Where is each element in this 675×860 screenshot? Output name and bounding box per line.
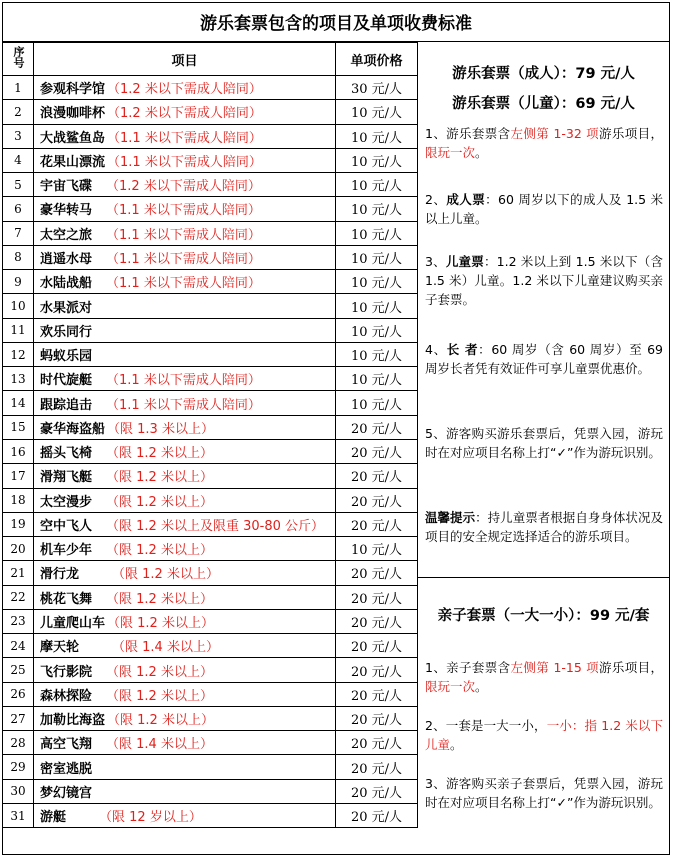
item-price: 20 元/人 [336,706,418,730]
table-row [3,197,418,221]
warm-tip [425,508,663,546]
family-note-1-limit: 限玩一次 [425,679,476,694]
item-price: 20 元/人 [336,488,418,512]
item-price: 20 元/人 [336,682,418,706]
item-price: 10 元/人 [336,270,418,294]
item-restriction: （1.1 米以下需成人陪同） [106,373,261,389]
table-row [3,803,418,827]
item-name: 儿童爬山车 [40,615,106,631]
item-restriction: （限 1.2 米以上） [106,494,213,510]
family-note-1-end: 。 [475,679,488,694]
item-name: 滑行龙 [40,567,80,583]
table-row [3,537,418,561]
table-row [3,100,418,124]
item-cell [34,100,336,124]
item-name: 机车少年 [40,543,93,559]
table-row [3,682,418,706]
item-price: 20 元/人 [336,415,418,439]
item-cell [34,537,336,561]
family-note-2-end: 。 [450,737,463,752]
item-restriction: （限 1.2 米以上） [107,713,214,729]
table-row [3,731,418,755]
note-4-label: 长 者 [446,342,479,357]
family-note-2-highlight: 一小：指 1.2 米以下儿童 [425,718,663,752]
column-header-price: 单项价格 [336,43,418,76]
family-note-1-text-2: 游乐项目， [599,660,663,675]
item-name: 太空之旅 [40,227,93,243]
item-name: 参观科学馆 [40,82,106,98]
table-header-row [3,43,418,76]
item-cell [34,148,336,172]
item-name: 空中飞人 [40,518,93,534]
items-table [2,42,418,828]
table-row [3,294,418,318]
item-name: 花果山漂流 [40,154,106,170]
item-price: 20 元/人 [336,609,418,633]
note-4-text: ：60 周岁（含 60 周岁）至 69 周岁长者凭有效证件可享儿童票优惠价。 [425,342,663,376]
row-number: 3 [3,124,34,148]
row-number: 14 [3,391,34,415]
row-number: 26 [3,682,34,706]
item-name: 时代旋艇 [40,373,93,389]
row-number: 11 [3,318,34,342]
item-cell [34,634,336,658]
table-row [3,706,418,730]
table-row [3,270,418,294]
row-number: 1 [3,76,34,100]
family-note-2 [425,716,663,754]
row-number: 5 [3,173,34,197]
warm-tip-text: ：持儿童票者根据自身身体状况及项目的安全规定选择适合的游乐项目。 [425,510,663,544]
note-5: 5、游客购买游乐套票后，凭票入园，游玩时在对应项目名称上打“✓”作为游玩识别。 [425,426,663,460]
table-row [3,245,418,269]
note-1-range: 左侧第 1-32 项 [510,126,600,141]
item-price: 10 元/人 [336,197,418,221]
table-row [3,609,418,633]
row-number: 18 [3,488,34,512]
note-2 [425,190,663,228]
item-restriction: （限 1.2 米以上） [106,543,213,559]
column-header-name: 项目 [34,43,336,76]
item-name: 豪华转马 [40,203,93,219]
item-name: 梦幻镜宫 [40,785,93,801]
item-restriction: （限 1.4 米以上） [112,640,219,656]
item-restriction: （1.1 米以下需成人陪同） [107,154,262,170]
table-row [3,391,418,415]
note-1-text: 1、游乐套票含 [425,126,511,141]
item-cell [34,658,336,682]
item-name: 逍遥水母 [40,251,93,267]
item-restriction: （限 1.2 米以上） [106,446,213,462]
table-row [3,148,418,172]
item-cell [34,464,336,488]
item-name: 蚂蚁乐园 [40,349,93,365]
item-cell [34,609,336,633]
item-price: 10 元/人 [336,318,418,342]
item-restriction: （1.1 米以下需成人陪同） [106,227,261,243]
item-restriction: （1.1 米以下需成人陪同） [106,251,261,267]
table-row [3,342,418,366]
item-restriction: （限 1.2 米以上） [106,688,213,704]
item-price: 20 元/人 [336,585,418,609]
note-1-limit: 限玩一次 [425,145,476,160]
row-number: 20 [3,537,34,561]
row-number: 15 [3,415,34,439]
item-cell [34,779,336,803]
item-cell [34,76,336,100]
table-row [3,779,418,803]
note-3-num: 3、 [425,254,446,269]
item-restriction: （限 1.2 米以上） [106,470,213,486]
table-row [3,755,418,779]
item-name: 太空漫步 [40,494,93,510]
item-name: 飞行影院 [40,664,93,680]
family-note-3: 3、游客购买亲子套票后，凭票入园，游玩时在对应项目名称上打“✓”作为游玩识别。 [425,776,663,810]
note-1-text-2: 游乐项目， [599,126,663,141]
item-cell [34,391,336,415]
table-row [3,318,418,342]
row-number: 23 [3,609,34,633]
item-name: 大战鲨鱼岛 [40,130,106,146]
family-ticket-price: 亲子套票（一大一小）：99 元/套 [437,608,650,624]
row-number: 6 [3,197,34,221]
table-row [3,415,418,439]
item-name: 密室逃脱 [40,761,93,777]
item-price: 20 元/人 [336,561,418,585]
table-row [3,585,418,609]
item-restriction: （限 1.2 米以上） [106,591,213,607]
table-row [3,439,418,463]
item-cell [34,706,336,730]
row-number: 25 [3,658,34,682]
item-restriction: （1.2 米以下需成人陪同） [107,82,262,98]
amusement-ticket-section [417,42,670,578]
child-ticket-price: 游乐套票（儿童）：69 元/人 [452,96,635,112]
item-restriction: （1.1 米以下需成人陪同） [107,130,262,146]
note-3-text: ：1.2 米以上到 1.5 米以下（含 1.5 米）儿童。1.2 米以下儿童建议购买亲子套票。 [425,254,663,307]
item-cell [34,803,336,827]
item-restriction: （1.1 米以下需成人陪同） [106,203,261,219]
item-name: 宇宙飞碟 [40,179,93,195]
item-price: 10 元/人 [336,391,418,415]
column-header-no [3,43,34,76]
row-number: 24 [3,634,34,658]
ticket-info-panel [417,42,670,855]
adult-ticket-price: 游乐套票（成人）：79 元/人 [452,66,635,82]
row-number: 4 [3,148,34,172]
note-2-num: 2、 [425,192,447,207]
table-row [3,464,418,488]
item-price: 20 元/人 [336,512,418,536]
table-row [3,488,418,512]
note-4 [425,340,663,378]
item-price: 20 元/人 [336,779,418,803]
item-restriction: （限 1.2 米以上） [106,664,213,680]
item-cell [34,294,336,318]
item-restriction: （1.2 米以下需成人陪同） [106,179,261,195]
item-cell [34,197,336,221]
row-number: 12 [3,342,34,366]
item-restriction: （1.1 米以下需成人陪同） [106,276,261,292]
item-name: 水陆战船 [40,276,93,292]
item-price: 10 元/人 [336,100,418,124]
item-name: 摩天轮 [40,640,80,656]
table-row [3,124,418,148]
item-price: 10 元/人 [336,245,418,269]
table-row [3,173,418,197]
item-name: 欢乐同行 [40,324,93,340]
item-restriction: （限 1.4 米以上） [106,737,213,753]
item-price: 10 元/人 [336,342,418,366]
item-price: 10 元/人 [336,124,418,148]
item-price: 10 元/人 [336,367,418,391]
item-cell [34,488,336,512]
item-price: 20 元/人 [336,439,418,463]
item-name: 游艇 [40,810,67,826]
note-1 [425,124,663,162]
column-header-no-label: 序号 [12,46,25,68]
item-name: 滑翔飞艇 [40,470,93,486]
item-cell [34,245,336,269]
row-number: 9 [3,270,34,294]
item-price: 10 元/人 [336,148,418,172]
row-number: 30 [3,779,34,803]
table-row [3,367,418,391]
item-restriction: （限 1.2 米以上） [112,567,219,583]
item-price: 20 元/人 [336,731,418,755]
items-table-body [3,76,418,828]
item-cell [34,367,336,391]
item-name: 加勒比海盗 [40,713,106,729]
row-number: 21 [3,561,34,585]
row-number: 31 [3,803,34,827]
item-price: 10 元/人 [336,173,418,197]
note-4-num: 4、 [425,342,447,357]
item-cell [34,270,336,294]
item-cell [34,731,336,755]
table-row [3,658,418,682]
item-cell [34,173,336,197]
item-name: 桃花飞舞 [40,591,93,607]
row-number: 7 [3,221,34,245]
item-cell [34,221,336,245]
item-cell [34,439,336,463]
note-3-label: 儿童票 [445,254,484,269]
item-name: 森林探险 [40,688,93,704]
table-row [3,634,418,658]
row-number: 19 [3,512,34,536]
item-cell [34,124,336,148]
item-restriction: （1.2 米以下需成人陪同） [107,106,262,122]
item-cell [34,561,336,585]
row-number: 28 [3,731,34,755]
note-1-end: 。 [475,145,488,160]
item-price: 30 元/人 [336,76,418,100]
item-cell [34,512,336,536]
warm-tip-label: 温馨提示 [425,510,476,525]
item-price: 10 元/人 [336,294,418,318]
family-note-1 [425,658,663,696]
item-name: 高空飞翔 [40,737,93,753]
table-row [3,561,418,585]
item-name: 豪华海盗船 [40,421,106,437]
note-3 [425,252,663,309]
row-number: 16 [3,439,34,463]
family-note-2-text: 2、一套是一大一小， [425,718,547,733]
item-price: 20 元/人 [336,755,418,779]
item-cell [34,318,336,342]
note-2-text: ：60 周岁以下的成人及 1.5 米以上儿童。 [425,192,663,226]
item-cell [34,682,336,706]
item-restriction: （限 1.3 米以上） [107,421,214,437]
table-row [3,221,418,245]
item-price: 20 元/人 [336,803,418,827]
row-number: 2 [3,100,34,124]
item-price: 20 元/人 [336,464,418,488]
row-number: 17 [3,464,34,488]
item-cell [34,342,336,366]
item-cell [34,585,336,609]
item-restriction: （1.1 米以下需成人陪同） [106,397,261,413]
row-number: 10 [3,294,34,318]
row-number: 27 [3,706,34,730]
row-number: 13 [3,367,34,391]
row-number: 22 [3,585,34,609]
row-number: 29 [3,755,34,779]
family-note-1-text: 1、亲子套票含 [425,660,511,675]
item-price: 10 元/人 [336,537,418,561]
item-restriction: （限 1.2 米以上） [107,615,214,631]
table-row [3,76,418,100]
item-price: 20 元/人 [336,658,418,682]
note-2-label: 成人票 [446,192,486,207]
item-name: 跟踪追击 [40,397,93,413]
item-cell [34,755,336,779]
page-title: 游乐套票包含的项目及单项收费标准 [2,2,670,42]
item-name: 摇头飞椅 [40,446,93,462]
item-price: 10 元/人 [336,221,418,245]
table-row [3,512,418,536]
family-note-1-range: 左侧第 1-15 项 [510,660,600,675]
item-price: 20 元/人 [336,634,418,658]
item-cell [34,415,336,439]
row-number: 8 [3,245,34,269]
item-name: 浪漫咖啡杯 [40,106,106,122]
family-ticket-section [417,578,670,855]
item-restriction: （限 12 岁以上） [99,810,202,826]
item-restriction: （限 1.2 米以上及限重 30-80 公斤） [106,518,324,534]
item-name: 水果派对 [40,300,93,316]
